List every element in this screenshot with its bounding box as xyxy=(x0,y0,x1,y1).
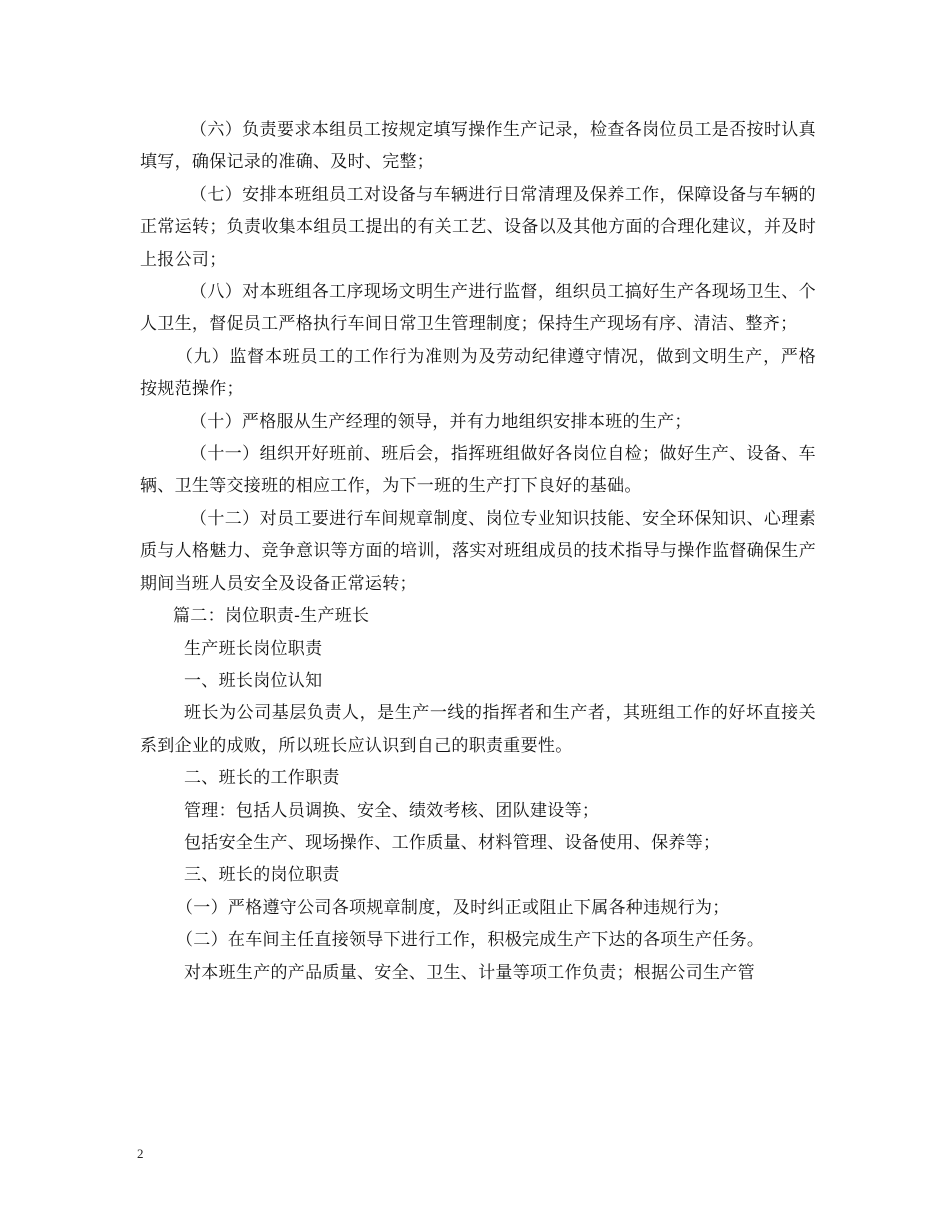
paragraph-duty-9: （九）监督本班员工的工作行为准则为及劳动纪律遵守情况，做到文明生产，严格按规范操作； xyxy=(140,346,816,400)
paragraph-duty-7: （七）安排本班组员工对设备与车辆进行日常清理及保养工作，保障设备与车辆的正常运转；负责收集本组员工提出的有关工艺、设备以及其他方面的合理化建议，并及时上报公司； xyxy=(140,184,816,270)
heading-post-duties: 三、班长的岗位职责 xyxy=(184,865,340,886)
paragraph-duty-10: （十）严格服从生产经理的领导，并有力地组织安排本班的生产； xyxy=(190,411,692,432)
document-subtitle: 生产班长岗位职责 xyxy=(184,638,323,659)
paragraph-post-duty-2: （二）在车间主任直接领导下进行工作，积极完成生产下达的各项生产任务。 xyxy=(176,930,765,951)
paragraph-duty-8: （八）对本班组各工序现场文明生产进行监督，组织员工搞好生产各现场卫生、个人卫生，督促员工严格执行车间日常卫生管理制度；保持生产现场有序、清洁、整齐； xyxy=(140,282,816,335)
paragraph-duty-11: （十一）组织开好班前、班后会，指挥班组做好各岗位自检；做好生产、设备、车辆、卫生等交接班的相应工作，为下一班的生产打下良好的基础。 xyxy=(140,444,816,497)
paragraph-duty-12: （十二）对员工要进行车间规章制度、岗位专业知识技能、安全环保知识、心理素质与人格魅力、竞争意识等方面的培训，落实对班组成员的技术指导与操作监督确保生产期间当班人员安全及设备正常运转； xyxy=(140,508,816,594)
heading-role-awareness: 一、班长岗位认知 xyxy=(184,670,323,691)
heading-work-duties: 二、班长的工作职责 xyxy=(184,768,340,789)
section-heading-part-2: 篇二：岗位职责-生产班长 xyxy=(173,606,370,627)
paragraph-management: 管理：包括人员调换、安全、绩效考核、团队建设等； xyxy=(184,800,600,821)
paragraph-post-duty-continued: 对本班生产的产品质量、安全、卫生、计量等项工作负责；根据公司生产管 xyxy=(184,962,755,983)
paragraph-production-scope: 包括安全生产、现场操作、工作质量、材料管理、设备使用、保养等； xyxy=(184,832,721,853)
paragraph-role-awareness: 班长为公司基层负责人，是生产一线的指挥者和生产者，其班组工作的好坏直接关系到企业的成败，所以班长应认识到自己的职责重要性。 xyxy=(140,703,816,756)
paragraph-duty-6: （六）负责要求本组员工按规定填写操作生产记录，检查各岗位员工是否按时认真填写，确保记录的准确、及时、完整； xyxy=(140,120,816,173)
document-body xyxy=(140,114,816,989)
page-number: 2 xyxy=(137,1146,144,1161)
paragraph-post-duty-1: （一）严格遵守公司各项规章制度，及时纠正或阻止下属各种违规行为； xyxy=(176,897,730,918)
